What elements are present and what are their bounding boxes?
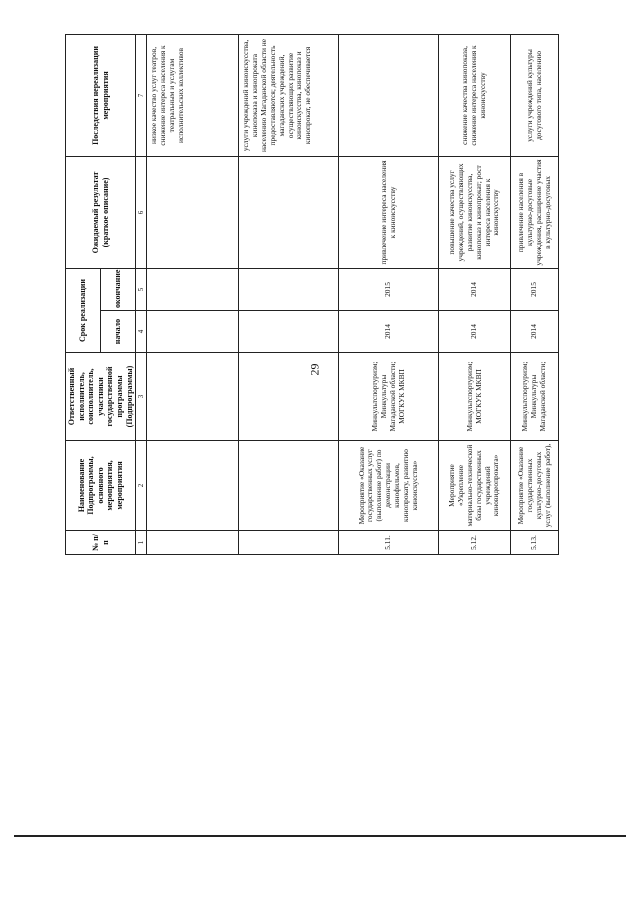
- row-executor: [239, 353, 339, 441]
- row-name: Мероприятие «Укрепление материально-технической базы государственных учреждений киновидеопроката»: [439, 441, 511, 531]
- column-number: 7: [136, 34, 147, 156]
- row-no: [239, 531, 339, 555]
- row-result: повышение качества услуг учреждений, осуществляющих развитие киноискусства, кинопоказ и кинопрокат; рост интереса населения к киноискусству: [439, 156, 511, 268]
- header-consequences: Последствия нереализации мероприятия: [66, 34, 136, 156]
- row-start: [239, 311, 339, 353]
- header-result: Ожидаемый результат (краткое описание): [66, 156, 136, 268]
- column-number-row: [136, 34, 147, 554]
- program-activities-table: [65, 34, 559, 555]
- row-result: [147, 156, 239, 268]
- column-number: 5: [136, 268, 147, 310]
- row-consequences: услуги учреждений культуры досугового типа, населению: [511, 34, 559, 156]
- column-number: 3: [136, 353, 147, 441]
- page-divider: [14, 835, 626, 837]
- row-start: 2014: [439, 311, 511, 353]
- row-name: Мероприятие «Оказание государственных культурно-досуговых услуг (выполнение работ),: [511, 441, 559, 531]
- row-start: 2014: [339, 311, 439, 353]
- row-no: 5.11.: [339, 531, 439, 555]
- header-end: окончание: [101, 268, 136, 310]
- header-executor: Ответственный исполнитель, соисполнитель, участники государственной программы (Подпрограммы): [66, 353, 136, 441]
- table-row: [439, 34, 511, 554]
- row-no: [147, 531, 239, 555]
- row-start: 2014: [511, 311, 559, 353]
- table-row: [147, 34, 239, 554]
- program-table-wrapper: [65, 35, 555, 555]
- row-executor: Минкультспортуризм; МОГКУК МКВП: [439, 353, 511, 441]
- header-term: Срок реализации: [66, 268, 101, 352]
- row-end: 2015: [511, 268, 559, 310]
- row-executor: Минкультспортуризм; Минкультуры Магаданской области; МОГКУК МКВП: [339, 353, 439, 441]
- row-executor: Минкультспортуризм; Минкультуры Магаданской области;: [511, 353, 559, 441]
- header-no: № п/п: [66, 531, 136, 555]
- column-number: 4: [136, 311, 147, 353]
- row-no: 5.13.: [511, 531, 559, 555]
- row-executor: [147, 353, 239, 441]
- table-row: [339, 34, 439, 554]
- table-row: [511, 34, 559, 554]
- column-number: 2: [136, 441, 147, 531]
- row-end: [147, 268, 239, 310]
- header-name: Наименование Подпрограммы, основного мероприятия, мероприятия: [66, 441, 136, 531]
- row-result: привлечение интереса населения к киноискусству: [339, 156, 439, 268]
- row-end: 2015: [339, 268, 439, 310]
- column-number: 1: [136, 531, 147, 555]
- row-name: [239, 441, 339, 531]
- row-end: 2014: [439, 268, 511, 310]
- header-start: начало: [101, 311, 136, 353]
- row-consequences: [339, 34, 439, 156]
- header-row: [66, 34, 101, 554]
- row-start: [147, 311, 239, 353]
- row-name: Мероприятие «Оказание государственных услуг (выполнение работ) по демонстрации кинофильмов, кинопрокату, развитию киноискусства»: [339, 441, 439, 531]
- row-consequences: низкое качество услуг театров, снижение интереса населения к театральным и услугам исполнительских коллективов: [147, 34, 239, 156]
- row-consequences: снижение качества кинопоказа, снижение интереса населения к киноискусству: [439, 34, 511, 156]
- row-result: привлечение населения в культурно-досуговые учреждения, расширение участия в культурно-досуговых: [511, 156, 559, 268]
- row-consequences: услуги учреждений киноискусства, кинопоказа и кинопроката населению Магаданской области не предоставляются; деятельность магаданских учреждений, осуществляющих развитие киноискусства, кинопоказ и кинопрокат, не обеспечивается: [239, 34, 339, 156]
- row-end: [239, 268, 339, 310]
- row-name: [147, 441, 239, 531]
- row-no: 5.12.: [439, 531, 511, 555]
- column-number: 6: [136, 156, 147, 268]
- table-row: [239, 34, 339, 554]
- page-number: 29: [307, 363, 322, 376]
- row-result: [239, 156, 339, 268]
